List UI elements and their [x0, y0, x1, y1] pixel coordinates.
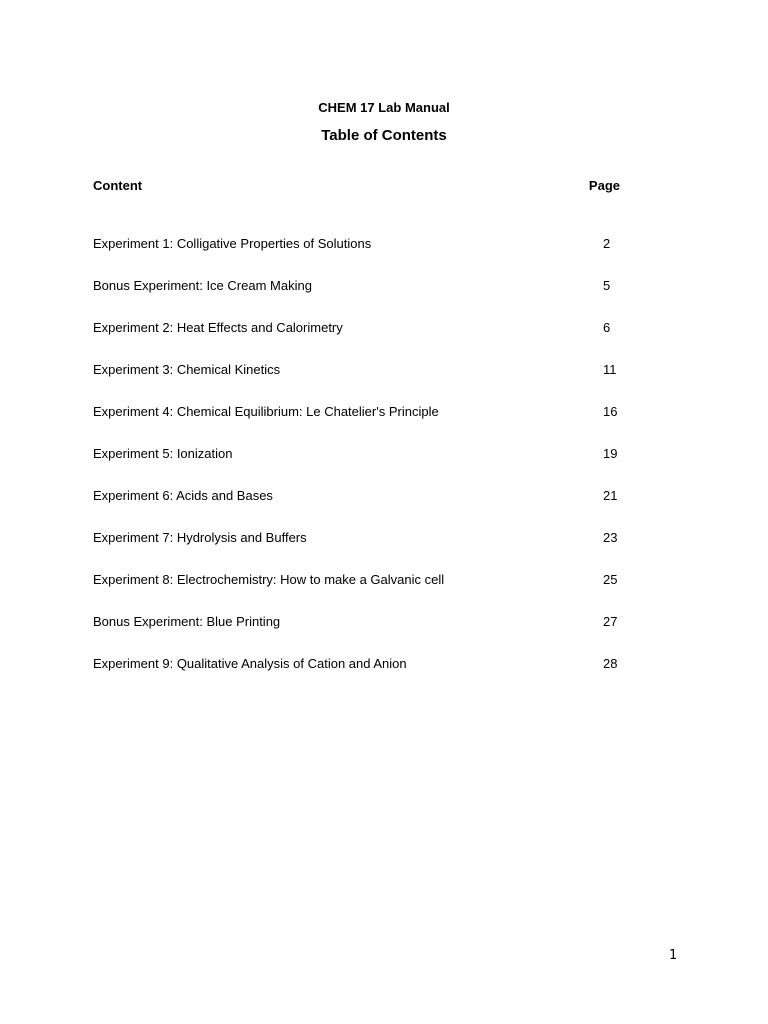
toc-entry-title: Experiment 1: Colligative Properties of Solutions: [93, 236, 372, 251]
toc-header-page: Page: [588, 178, 620, 193]
toc-entry: [93, 488, 620, 530]
toc-title: Table of Contents: [321, 127, 447, 144]
toc-entry-title: Bonus Experiment: Blue Printing: [93, 614, 281, 629]
toc-entry-page: 27: [603, 614, 618, 629]
toc-entry: [93, 446, 620, 488]
toc-entry: [93, 362, 620, 404]
toc-header: [93, 178, 620, 193]
toc-entry: [93, 656, 620, 698]
toc-entry-page: 11: [603, 362, 617, 377]
toc-entry-title: Experiment 8: Electrochemistry: How to make a Galvanic cell: [93, 572, 445, 587]
toc-entry-title: Experiment 4: Chemical Equilibrium: Le Chatelier's Principle: [93, 404, 439, 419]
toc-entry: [93, 614, 620, 656]
toc-entry-page: 25: [603, 572, 618, 587]
toc-entry-page: 23: [603, 530, 618, 545]
toc-entry: [93, 236, 620, 278]
toc-entry-page: 2: [603, 236, 611, 251]
toc-entry: [93, 530, 620, 572]
toc-entry: [93, 404, 620, 446]
manual-title: CHEM 17 Lab Manual: [318, 100, 450, 115]
toc-entry: [93, 278, 620, 320]
toc-header-content: Content: [93, 178, 143, 193]
toc-entry-title: Experiment 2: Heat Effects and Calorimetry: [93, 320, 343, 335]
toc-list: [93, 236, 620, 698]
toc-entry-page: 16: [603, 404, 618, 419]
toc-entry-page: 5: [603, 278, 611, 293]
toc-entry-page: 28: [603, 656, 618, 671]
toc-entry-title: Experiment 6: Acids and Bases: [93, 488, 273, 503]
toc-entry-title: Experiment 7: Hydrolysis and Buffers: [93, 530, 307, 545]
toc-entry-title: Experiment 9: Qualitative Analysis of Cation and Anion: [93, 656, 407, 671]
toc-entry: [93, 320, 620, 362]
toc-entry-title: Experiment 5: Ionization: [93, 446, 233, 461]
page-number: 1: [669, 948, 678, 963]
toc-entry: [93, 572, 620, 614]
toc-entry-page: 21: [603, 488, 618, 503]
toc-entry-page: 19: [603, 446, 618, 461]
toc-entry-page: 6: [603, 320, 611, 335]
toc-entry-title: Bonus Experiment: Ice Cream Making: [93, 278, 312, 293]
toc-entry-title: Experiment 3: Chemical Kinetics: [93, 362, 281, 377]
